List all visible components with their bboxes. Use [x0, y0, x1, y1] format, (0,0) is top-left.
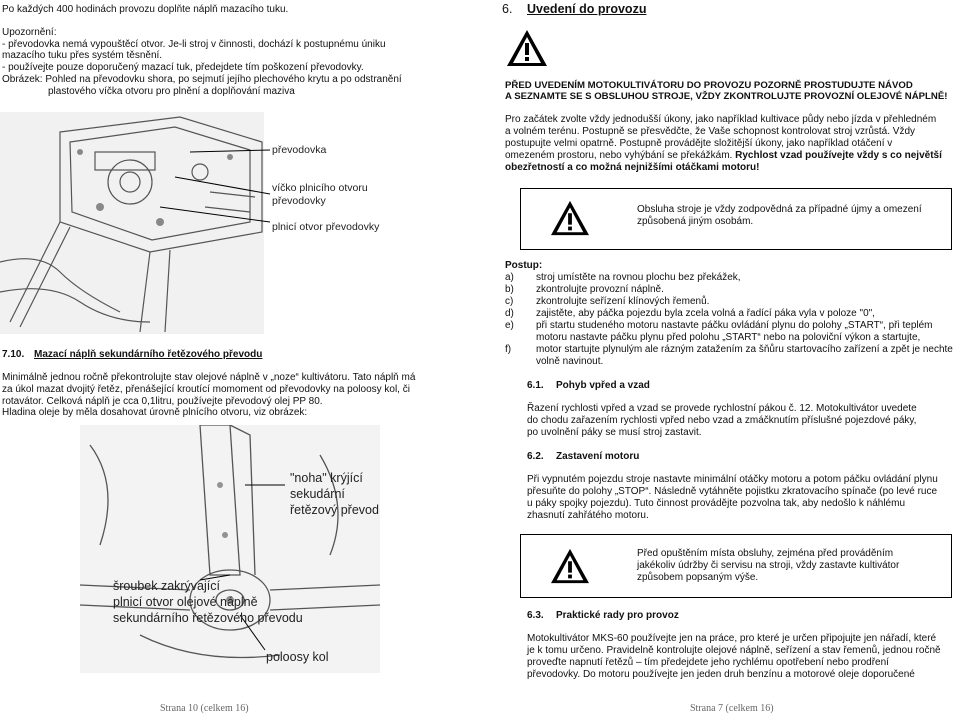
- warning-triangle-icon: [549, 199, 591, 237]
- paragraph: a volném terénu. Postupně se přesvědčte, že Vaše schopnost kontrolovat stroj vzrůstá. Vždy: [505, 126, 916, 137]
- paragraph: po uvolnění páky se musí stroj zastavit.: [527, 427, 702, 438]
- paragraph: omezeném prostoru, nebo vyhýbání se překážkám. Rychlost vzad používejte vždy s co největší: [505, 150, 942, 161]
- paragraph: Hladina oleje by měla dosahovat úrovně plnícího otvoru, viz obrázek:: [2, 407, 308, 418]
- figure2-callout-lines: [80, 425, 400, 685]
- section-number: 6.: [502, 2, 513, 16]
- steps-list: [505, 272, 955, 367]
- step-letter: f): [505, 344, 512, 355]
- paragraph: do chodu zařazením rychlosti vpřed nebo vzad a zmáčknutím příslušné pojezdové páky,: [527, 415, 917, 426]
- subsection-number: 6.2.: [527, 451, 544, 462]
- section-title: Uvedení do provozu: [527, 2, 647, 16]
- subsection-number: 6.1.: [527, 380, 544, 391]
- subsection-title: Zastavení motoru: [556, 451, 640, 462]
- label-screw: šroubek zakrývající: [113, 579, 220, 593]
- label-half-axle: poloosy kol: [266, 650, 329, 664]
- paragraph: Motokultivátor MKS-60 používejte jen na práce, pro které je určen připojujte jen nářadí, které: [527, 633, 937, 644]
- warning-text: způsobem popsaným výše.: [637, 572, 759, 583]
- warning-text: jakékoliv údržby či servisu na stroji, vždy zastavte kultivátor: [637, 560, 900, 571]
- page-footer: Strana 10 (celkem 16): [160, 703, 249, 714]
- step-text: zajistěte, aby páčka pojezdu byla zcela volná a řadící páka vyla v poloze "0",: [536, 308, 875, 319]
- step-text: motor startujte plynulým ale rázným zatažením za šňůru startovacího zařízení a zpět je nechte: [536, 344, 953, 355]
- figure-caption: Obrázek: Pohled na převodovku shora, po sejmutí jejího plechového krytu a po odstranění: [2, 74, 402, 85]
- note-line: - používejte pouze doporučený mazací tuk, předejdete tím poškození převodovky.: [2, 62, 364, 73]
- note-heading: Upozornění:: [2, 27, 57, 38]
- note-line: - převodovka nemá vypouštěcí otvor. Je-li stroj v činnosti, dochází k postupnému úniku: [2, 39, 386, 50]
- step-letter: a): [505, 272, 514, 283]
- paragraph: rotavátor. Celková náplň je cca 0,1litru, používejte převodový olej PP 80.: [2, 396, 323, 407]
- subsection-title: Pohyb vpřed a vzad: [556, 380, 650, 391]
- figure-caption: plastového víčka otvoru pro plnění a doplňování maziva: [48, 86, 295, 97]
- label-leg: řetězový převod: [290, 503, 379, 517]
- section-title: Mazací náplň sekundárního řetězového převodu: [34, 349, 263, 360]
- warning-caps: A SEZNAMTE SE S OBSLUHOU STROJE, VŽDY ZKONTROLUJTE PROVOZNÍ OLEJOVÉ NÁPLNĚ!: [505, 91, 948, 102]
- step-letter: c): [505, 296, 514, 307]
- step-letter: b): [505, 284, 514, 295]
- paragraph: Při vypnutém pojezdu stroje nastavte minimální otáčky motoru a potom páčku ovládání plynu: [527, 474, 938, 485]
- page-footer: Strana 7 (celkem 16): [690, 703, 774, 714]
- paragraph: u páky spojky pojezdu). Tuto činnost provádějte pozvolna tak, aby nedošlo k náhlému: [527, 498, 906, 509]
- label-filler-cap: převodovky: [272, 195, 326, 207]
- paragraph: za úkol mazat dvojitý řetěz, přenášející kroutící momoment od převodovky na poloosy kol, či: [2, 384, 410, 395]
- warning-triangle-icon: [505, 28, 549, 68]
- warning-text: způsobená jiným osobám.: [637, 216, 754, 227]
- label-screw: sekundárního řetězového převodu: [113, 611, 303, 625]
- step-text: při startu studeného motoru nastavte páčku ovládání plynu do polohy „START“, při teplém: [536, 320, 933, 331]
- warning-box: [520, 534, 952, 598]
- paragraph: Minimálně jednou ročně překontrolujte stav olejové náplně v „noze“ kultivátoru. Tato náplň má: [2, 372, 416, 383]
- paragraph-bold: obezřetností a co možná nejnižšími otáčkami motoru!: [505, 162, 760, 173]
- label-filler-hole: plnicí otvor převodovky: [272, 221, 380, 233]
- paragraph: přesuňte do polohy „STOP“. Následně vytáhněte pojistku zkratovacího spínače (po levé ruce: [527, 486, 938, 497]
- step-text: zkontrolujte provozní náplně.: [536, 284, 664, 295]
- label-leg: sekudární: [290, 487, 345, 501]
- subsection-title: Praktické rady pro provoz: [556, 610, 679, 621]
- warning-box: [520, 188, 952, 250]
- paragraph: Řazení rychlosti vpřed a vzad se provede rychlostní pákou č. 12. Motokultivátor uvedete: [527, 403, 917, 414]
- step-letter: e): [505, 320, 514, 331]
- paragraph: zhasnutí zahřátého motoru.: [527, 510, 649, 521]
- label-leg: "noha" krýjící: [290, 471, 363, 485]
- paragraph: proveďte napnutí řetězů – tím předejdete jeho rychlému opotřebení nebo prodření: [527, 657, 889, 668]
- warning-text: Před opuštěním místa obsluhy, zejména před prováděním: [637, 548, 894, 559]
- paragraph: Pro začátek zvolte vždy jednodušší úkony, jako například kultivace půdy nebo jízda v přehledném: [505, 114, 937, 125]
- paragraph: postupujte velmi opatrně. Postupně provádějte složitější úkony, jako například otáčení v: [505, 138, 893, 149]
- step-text: volně navinout.: [536, 356, 604, 367]
- warning-triangle-icon: [549, 547, 591, 585]
- step-text: stroj umístěte na rovnou plochu bez překážek,: [536, 272, 741, 283]
- section-number: 7.10.: [2, 349, 25, 360]
- subsection-number: 6.3.: [527, 610, 544, 621]
- intro-text: Po každých 400 hodinách provozu doplňte náplň mazacího tuku.: [2, 4, 289, 15]
- paragraph: převodovky. Do motoru používejte jen jeden druh benzínu a motorové oleje doporučené: [527, 669, 915, 680]
- label-filler-cap: víčko plnicího otvoru: [272, 182, 368, 194]
- label-gearbox: převodovka: [272, 144, 327, 156]
- warning-text: Obsluha stroje je vždy zodpovědná za případné újmy a omezení: [637, 204, 922, 215]
- warning-caps: PŘED UVEDENÍM MOTOKULTIVÁTORU DO PROVOZU POZORNĚ PROSTUDUJTE NÁVOD: [505, 80, 913, 91]
- note-line: mazacího tuku přes systém těsnění.: [2, 50, 163, 61]
- steps-heading: Postup:: [505, 260, 543, 271]
- step-letter: d): [505, 308, 514, 319]
- step-text: motoru nastavte páčku plynu před polohu „START“ nebo na poloviční výkon a startujte,: [536, 332, 921, 343]
- step-text: zkontrolujte seřízení klínových řemenů.: [536, 296, 710, 307]
- paragraph: je k tomu určeno. Pravidelně kontrolujte olejové náplně, seřízení a stav řemenů, jednou ročně: [527, 645, 941, 656]
- label-screw: plnicí otvor olejové náplně: [113, 595, 258, 609]
